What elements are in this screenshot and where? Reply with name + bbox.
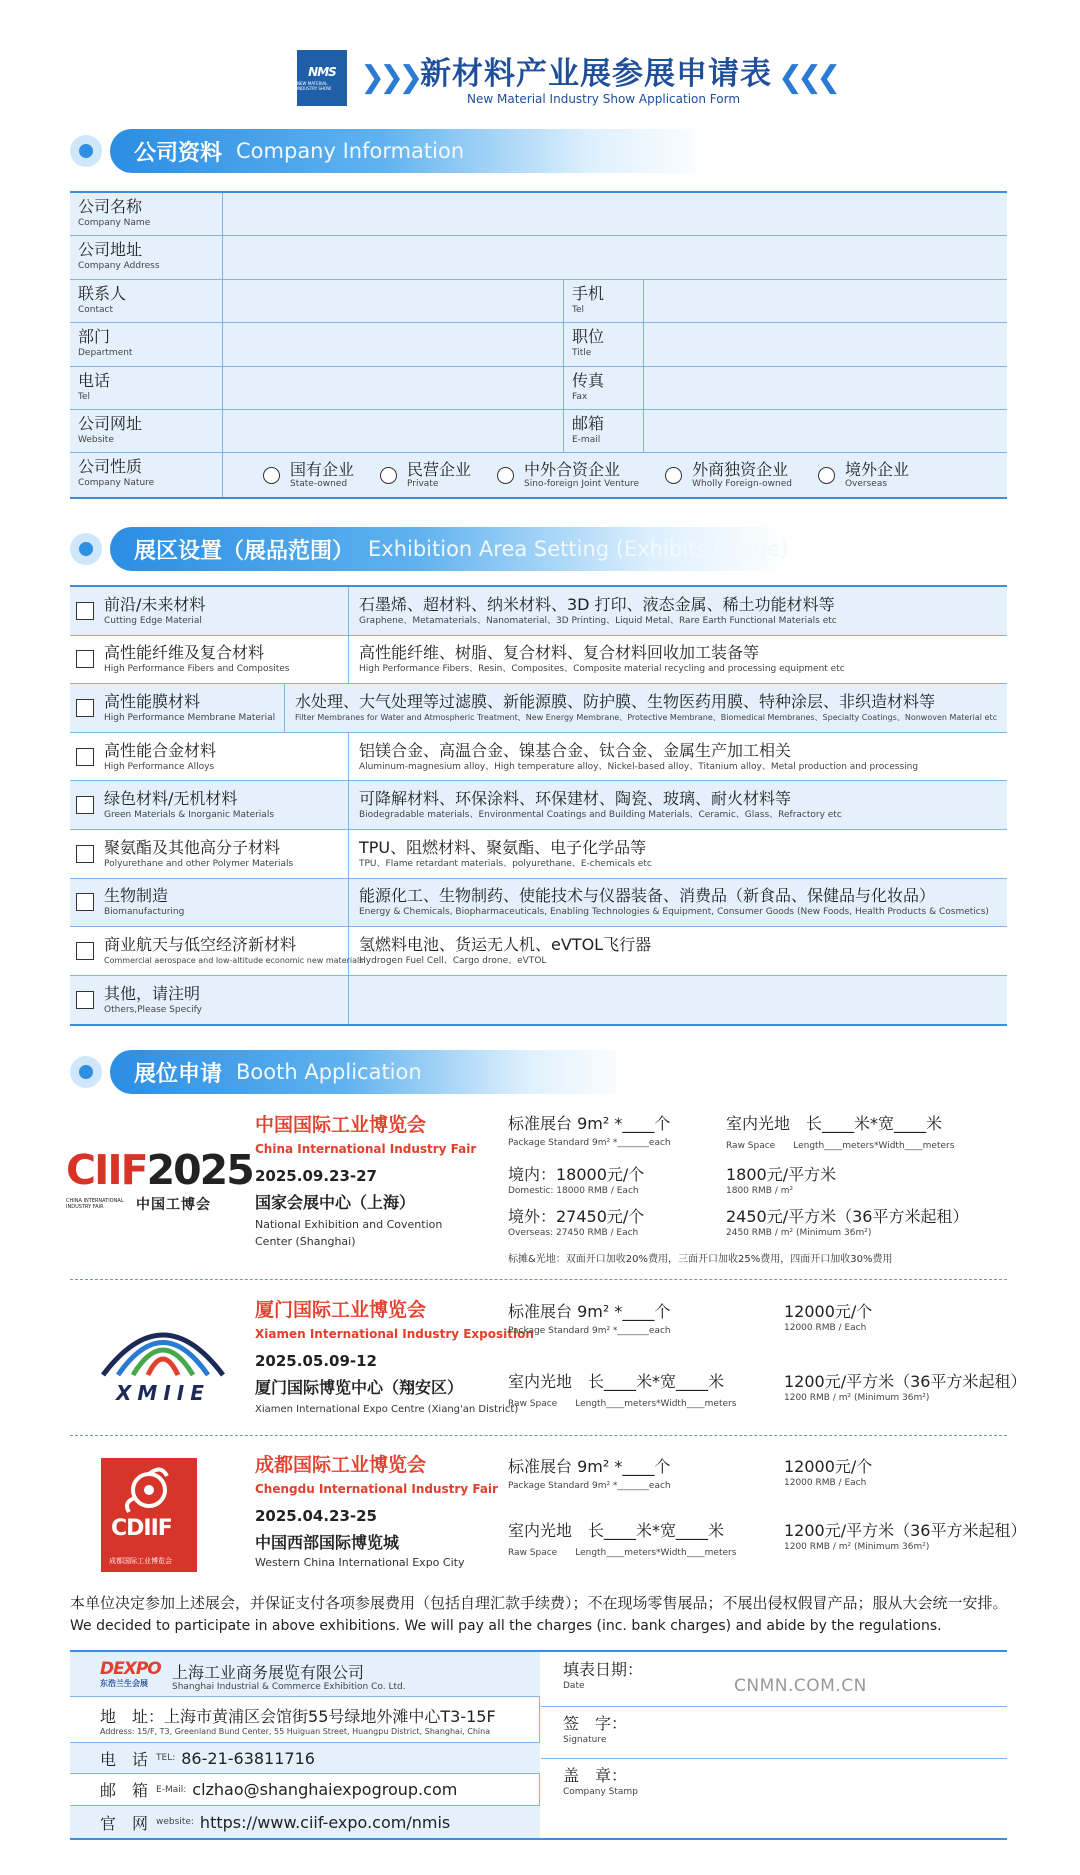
radio-overseas[interactable] [818,460,909,490]
desc-cn: 能源化工、生物制药、使能技术与仪器装备、消费品（新食品、保健品与化妆品） [359,886,936,906]
ciif-logo-year: 2025 [146,1146,253,1194]
tel-row [70,1743,540,1774]
ciif-logo-sub-cn: 中国工博会 [136,1197,211,1213]
category-en: High Performance Alloys [104,761,215,772]
exhibit-category[interactable] [70,927,364,975]
row-company-address [70,236,1007,279]
dexpo-logo-sub: 东浩兰生会展 [100,1679,148,1688]
category-cn: 高性能膜材料 [104,691,201,711]
radio-circle-icon[interactable] [380,467,397,484]
exhibit-description [285,684,1007,732]
fair-venue-cn: 厦门国际博览中心（翔安区） [255,1378,464,1397]
company-info-table [70,191,1007,499]
row-company-nature [70,453,1007,496]
fair-name-en: China International Industry Fair [255,1142,477,1156]
others-specify-field[interactable] [349,976,1007,1025]
exhibit-category[interactable] [70,636,349,684]
cdiif-logo-sub: 成都国际工业博览会 [109,1557,172,1565]
std-price-domestic: 境内：18000元/个 [508,1165,645,1184]
exhibit-category[interactable] [70,781,349,829]
section-title-en: Booth Application [236,1060,422,1084]
raw-price: 1200元/平方米（36平方米起租） [784,1372,1027,1391]
label-en: Contact [78,304,114,315]
address-cn: 上海市黄浦区会馆街55号绿地外滩中心T3-15F [164,1706,496,1726]
exhibit-description [349,927,1007,975]
company-name-field[interactable] [223,193,1007,235]
raw-price-domestic: 1800元/平方米 [726,1165,837,1184]
radio-label-en: Sino-foreign Joint Venture [524,479,640,490]
xmiie-logo-text: XMIIE [116,1381,210,1405]
exhibit-category[interactable] [70,830,349,878]
raw-space-size-en: Raw Space Length____meters*Width____meters [508,1399,737,1409]
page-title: 新材料产业展参展申请表 [420,56,772,92]
raw-space-size-en: Raw Space Length____meters*Width____meters [508,1548,737,1558]
exhibit-category[interactable] [70,684,285,732]
field-label [564,280,644,322]
date-label-en: Date [563,1681,585,1691]
desc-en: Hydrogen Fuel Cell、Cargo drone、eVTOL [359,955,547,966]
label-en: Tel [78,391,91,402]
std-price-en: 12000 RMB / Each [784,1478,867,1488]
address-en: Address: 15/F, T3, Greenland Bund Center, 55 Huiguan Street, Huangpu District, Shanghai, China [100,1726,491,1736]
address-row [70,1697,540,1743]
checkbox-icon[interactable] [76,893,94,911]
website-label-en: website: [156,1817,194,1827]
desc-cn: 铝镁合金、高温合金、镍基合金、钛合金、金属生产加工相关 [359,740,792,760]
website-row [70,1806,540,1838]
field-label [564,410,644,452]
row-company-name [70,193,1007,236]
fair-venue-en: National Exhibition and Covention Center (Shanghai) [255,1218,443,1248]
exhibit-row [70,684,1007,733]
fair-date: 2025.05.09-12 [255,1352,377,1370]
divider [70,1279,1007,1280]
std-booth-quantity[interactable]: 标准展台 9m² *____个 [508,1457,671,1476]
form-header [0,40,1080,115]
label-en: Company Name [78,218,151,228]
signature-label-en: Signature [563,1735,607,1745]
raw-space-size-en: Raw Space Length____meters*Width____meters [726,1141,955,1151]
radio-wholly-foreign[interactable] [665,460,792,490]
mobile-field[interactable] [644,280,1007,322]
radio-label-en: Private [407,479,439,490]
category-cn: 高性能纤维及复合材料 [104,643,265,663]
desc-en: High Performance Fibers、Resin、Composites、Composite material recycling and processing equipment etc [359,664,845,675]
category-en: Others,Please Specify [104,1005,202,1016]
field-label [70,323,223,365]
category-cn: 聚氨酯及其他高分子材料 [104,837,281,857]
field-label [70,367,223,409]
xmiie-logo [88,1305,238,1405]
field-label [564,367,644,409]
ciif-logo [66,1146,253,1218]
label-en: Title [572,348,592,359]
tel-label-en: TEL: [156,1753,176,1763]
fair-venue-cn: 中国西部国际博览城 [255,1533,400,1552]
category-en: Biomanufacturing [104,907,185,918]
label-en: Company Nature [78,478,155,489]
label-cn: 部门 [78,327,111,347]
label-cn: 公司地址 [78,240,143,260]
checkbox-icon[interactable] [76,991,94,1009]
fax-field[interactable] [644,367,1007,409]
category-en: Green Materials & Inorganic Materials [104,810,275,821]
exhibit-row [70,733,1007,782]
bullet-icon [70,1056,102,1088]
stamp-label-en: Company Stamp [563,1787,638,1797]
organizer-row [70,1652,540,1697]
category-cn: 绿色材料/无机材料 [104,789,238,809]
section-banner-exhibition [70,527,789,571]
radio-label-cn: 国有企业 [290,460,355,480]
category-cn: 生物制造 [104,886,169,906]
department-field[interactable] [223,323,564,365]
email-field[interactable] [644,410,1007,452]
exhibit-description [349,781,1007,829]
checkbox-icon[interactable] [76,845,94,863]
email-link[interactable]: clzhao@shanghaiexpogroup.com [192,1780,458,1799]
fair-name-cn: 成都国际工业博览会 [255,1454,427,1476]
ciif-logo-sub-en: CHINA INTERNATIONAL INDUSTRY FAIR [66,1198,124,1210]
ciif-logo-text: CIIF [66,1146,147,1194]
bullet-icon [70,533,102,565]
field-label [564,323,644,365]
std-booth-quantity[interactable]: 标准展台 9m² *____个 [508,1302,671,1321]
email-label: 邮 箱 [100,1781,149,1800]
raw-price-overseas: 2450元/平方米（36平方米起租） [726,1207,969,1226]
field-label [70,280,223,322]
category-en: Commercial aerospace and low-altitude economic new materials [104,955,364,965]
declaration-cn: 本单位决定参加上述展会，并保证支付各项参展费用（包括自理汇款手续费）；不在现场零售展品；不展出侵权假冒产品；服从大会统一安排。 [70,1594,1008,1612]
company-nature-options [223,453,1007,496]
std-booth-quantity-en: Package Standard 9m² *_______each [508,1481,671,1491]
fair-name-cn: 中国国际工业博览会 [255,1114,427,1136]
label-cn: 联系人 [78,283,127,303]
field-label [70,410,223,452]
desc-en: Graphene、Metamaterials、Nanomaterial、3D Printing、Liquid Metal、Rare Earth Functional Materials etc [359,615,837,626]
nms-logo-sub: NEW MATERIAL INDUSTRY SHOW [297,81,332,91]
signature-field[interactable] [541,1714,1007,1746]
category-en: High Performance Membrane Material [104,712,276,723]
exhibit-row [70,830,1007,879]
page-subtitle: New Material Industry Show Application Form [467,92,741,106]
raw-price-overseas-en: 2450 RMB / m² (Minimum 36m²) [726,1228,872,1238]
section-banner-booth [70,1050,770,1094]
exhibit-row [70,927,1007,976]
field-label [70,236,223,278]
label-en: Fax [572,391,588,402]
checkbox-icon[interactable] [76,748,94,766]
label-cn: 邮箱 [572,413,605,433]
section-banner-company [70,129,770,173]
exhibit-description [349,636,1007,684]
exhibit-category[interactable] [70,879,349,927]
desc-cn: 氢燃料电池、货运无人机、eVTOL飞行器 [359,934,652,954]
email-label-en: E-Mail: [156,1784,187,1795]
desc-cn: 可降解材料、环保涂料、环保建材、陶瓷、玻璃、耐火材料等 [359,789,792,809]
tel-label: 电 话 [100,1749,149,1769]
stamp-field[interactable] [541,1766,1007,1798]
label-en: Company Address [78,261,160,272]
exhibit-category[interactable] [70,733,349,781]
label-cn: 公司性质 [78,457,143,477]
category-cn: 商业航天与低空经济新材料 [104,934,297,954]
section-title-cn: 展区设置（展品范围） [134,538,355,564]
signature-label-cn: 签 字： [563,1714,628,1733]
row-contact [70,280,1007,323]
exhibit-row [70,587,1007,636]
radio-circle-icon[interactable] [818,467,835,484]
cdiif-flower-icon [101,1458,197,1518]
fair-name-cn: 厦门国际工业博览会 [255,1299,427,1321]
contact-field[interactable] [223,280,564,322]
email-row [70,1774,540,1806]
label-en: Department [78,348,133,359]
exhibit-description [349,733,1007,781]
row-tel [70,367,1007,410]
fair-date: 2025.04.23-25 [255,1507,377,1525]
row-department [70,323,1007,366]
radio-private[interactable] [380,460,471,490]
category-en: Polyurethane and other Polymer Materials [104,858,294,869]
tel-value: 86-21-63811716 [181,1748,315,1768]
label-cn: 传真 [572,370,605,390]
desc-en: Filter Membranes for Water and Atmospheric Treatment、New Energy Membrane、Protective Membrane、Biomedical Membranes、Specialty Coatings、Nonwoven Material etc [294,712,997,722]
std-price: 12000元/个 [784,1302,873,1321]
checkbox-icon[interactable] [76,650,94,668]
std-price-overseas: 境外：27450元/个 [508,1207,645,1226]
raw-price: 1200元/平方米（36平方米起租） [784,1521,1027,1540]
radio-joint-venture[interactable] [497,460,639,490]
fair-name-en: Chengdu International Industry Fair [255,1482,498,1496]
desc-cn: 石墨烯、超材料、纳米材料、3D 打印、液态金属、稀土功能材料等 [359,594,835,614]
tel-field[interactable] [223,367,564,409]
bullet-icon [70,135,102,167]
exhibit-description [349,587,1007,635]
divider [70,1435,1007,1436]
exhibit-area-table [70,585,1007,1026]
exhibit-row [70,781,1007,830]
checkbox-icon[interactable] [76,796,94,814]
category-cn: 前沿/未来材料 [104,594,206,614]
fair-venue-cn: 国家会展中心（上海） [255,1193,416,1212]
radio-label-cn: 境外企业 [844,460,909,480]
watermark: CNMN.COM.CN [734,1676,867,1696]
radio-circle-icon[interactable] [497,467,514,484]
exhibit-description [349,830,1007,878]
raw-space-size[interactable]: 室内光地 长____米*宽____米 [508,1372,725,1391]
organizer-name-en: Shanghai Industrial & Commerce Exhibition Co. Ltd. [172,1682,406,1692]
stamp-label-cn: 盖 章： [563,1766,628,1785]
section-banner-bar [110,1050,630,1094]
label-en: E-mail [572,434,601,445]
divider [541,1706,1007,1707]
divider [541,1758,1007,1759]
chevron-right-icon: ❯❯❯ [360,60,418,95]
fair-venue-en: Xiamen International Expo Centre (Xiang'an District) [255,1404,519,1415]
std-booth-quantity-en: Package Standard 9m² *_______each [508,1138,671,1148]
exhibit-category[interactable] [70,976,349,1025]
date-label-cn: 填表日期： [563,1660,644,1679]
company-address-field[interactable] [223,236,1007,278]
section-title-en: Company Information [236,139,465,163]
section-banner-bar [110,129,710,173]
radio-label-en: Wholly Foreign-owned [692,479,792,490]
surcharge-note: 标摊&光地：双面开口加收20%费用，三面开口加收25%费用，四面开口加收30%费用 [508,1254,893,1265]
section-title-en: Exhibition Area Setting (Exhibits Range) [368,537,789,561]
category-cn: 高性能合金材料 [104,740,217,760]
section-title-cn: 展位申请 [134,1061,223,1087]
std-booth-quantity[interactable]: 标准展台 9m² *____个 [508,1114,671,1133]
exhibit-category[interactable] [70,587,349,635]
organizer-info [70,1652,540,1838]
declaration-en: We decided to participate in above exhibitions. We will pay all the charges (inc. bank charges) and abide by the regulations. [70,1618,942,1634]
fair-cdiif [60,1450,1027,1590]
fair-ciif [60,1108,1020,1278]
category-en: Cutting Edge Material [104,615,202,626]
radio-circle-icon[interactable] [665,467,682,484]
dexpo-logo [100,1660,161,1689]
std-booth-quantity-en: Package Standard 9m² *_______each [508,1326,671,1336]
exhibit-row [70,976,1007,1025]
label-cn: 公司名称 [78,197,143,216]
checkbox-icon[interactable] [76,699,94,717]
address-label: 地 址： [100,1706,165,1726]
desc-cn: 水处理、大气处理等过滤膜、新能源膜、防护膜、生物医药用膜、特种涂层、非织造材料等 [294,691,935,711]
website-link[interactable]: https://www.ciif-expo.com/nmis [199,1812,451,1832]
fair-name-en: Xiamen International Industry Exposition [255,1327,534,1341]
label-en: Website [78,434,114,445]
section-banner-bar [110,527,790,571]
raw-price-en: 1200 RMB / m² (Minimum 36m²) [784,1393,930,1403]
section-title-cn: 公司资料 [134,140,223,166]
radio-state-owned[interactable] [263,460,354,490]
std-price-domestic-en: Domestic: 18000 RMB / Each [508,1186,639,1196]
website-label: 官 网 [100,1813,149,1833]
cdiif-logo-text: CDIIF [111,1516,172,1541]
label-cn: 公司网址 [78,413,143,433]
std-price-overseas-en: Overseas: 27450 RMB / Each [508,1228,639,1238]
nms-logo-text: NMS [308,65,336,79]
fair-date: 2025.09.23-27 [255,1167,377,1185]
desc-en: Biodegradable materials、Environmental Coatings and Building Materials、Ceramic、Glass、Refractory etc [359,810,842,821]
website-field[interactable] [223,410,564,452]
desc-en: Aluminum-magnesium alloy、High temperature alloy、Nickel-based alloy、Titanium alloy、Metal production and processing [359,761,919,772]
raw-space-size[interactable]: 室内光地 长____米*宽____米 [726,1114,943,1133]
checkbox-icon[interactable] [76,602,94,620]
exhibit-row [70,879,1007,928]
exhibit-row [70,636,1007,685]
radio-circle-icon[interactable] [263,467,280,484]
desc-en: Energy & Chemicals, Biopharmaceuticals, Enabling Technologies & Equipment, Consumer Goods (New Foods, Health Products & Cosmetics) [359,907,989,918]
category-en: High Performance Fibers and Composites [104,664,290,675]
field-label [70,193,223,235]
nms-logo [297,50,347,106]
desc-cn: 高性能纤维、树脂、复合材料、复合材料回收加工装备等 [359,643,760,663]
category-cn: 其他，请注明 [104,984,201,1004]
label-en: Tel [572,304,585,315]
row-website [70,410,1007,453]
radio-label-cn: 中外合资企业 [524,460,621,480]
label-cn: 手机 [572,283,605,303]
field-label [70,453,223,496]
organizer-name-cn: 上海工业商务展览有限公司 [172,1663,365,1682]
raw-space-size[interactable]: 室内光地 长____米*宽____米 [508,1521,725,1540]
exhibit-description [349,879,1007,927]
std-price-en: 12000 RMB / Each [784,1323,867,1333]
radio-label-en: Overseas [844,479,888,490]
cdiif-logo [101,1458,197,1572]
radio-label-cn: 外商独资企业 [692,460,789,480]
std-price: 12000元/个 [784,1457,873,1476]
label-cn: 电话 [78,370,111,390]
fair-venue-en: Western China International Expo City [255,1556,465,1569]
title-field[interactable] [644,323,1007,365]
label-cn: 职位 [572,327,605,347]
xmiie-arc-icon [88,1305,238,1385]
raw-price-domestic-en: 1800 RMB / m² [726,1186,794,1196]
checkbox-icon[interactable] [76,942,94,960]
radio-label-en: State-owned [290,479,348,490]
desc-en: TPU、Flame retardant materials、polyurethane、E-chemicals etc [359,858,652,869]
raw-price-en: 1200 RMB / m² (Minimum 36m²) [784,1542,930,1552]
radio-label-cn: 民营企业 [407,460,472,480]
dexpo-logo-text: DEXPO [100,1659,161,1679]
fair-xmiie [60,1295,1027,1440]
desc-cn: TPU、阻燃材料、聚氨酯、电子化学品等 [359,837,647,857]
chevron-left-icon: ❮❮❮ [778,60,836,95]
